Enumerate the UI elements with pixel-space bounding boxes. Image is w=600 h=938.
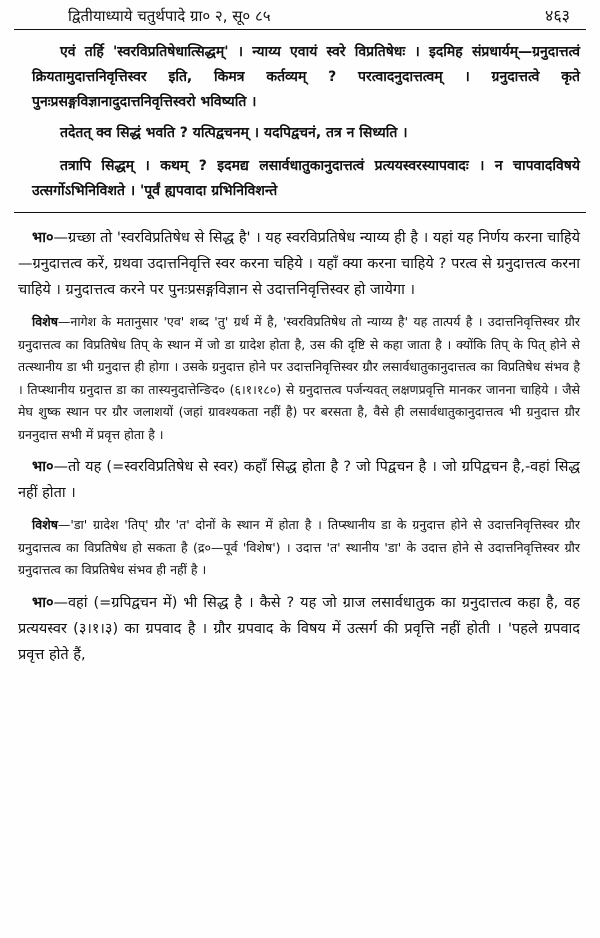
bhashya-label: भा० bbox=[32, 459, 54, 475]
vishesh-text: —'डा' ग्रादेश 'तिप्' ग्रौर 'त' दोनों के स्थान में होता है । तिप्स्थानीय डा के ग्रनुदात्त होने से उदात्तनिवृत्तिस्वर ग्रौर ग्रनुदात्तत्व का विप्रतिषेध हो सकता है (द्र०—पूर्व 'विशेष') । उदात्त 'त' स्थानीय 'डा' के उदात्त होने से उदात्तनिवृत्तिस्वर ग्रौर ग्रनुदात्तत्व का विप्रतिषेध संभव ही नहीं है । bbox=[18, 517, 580, 577]
bhashya-label: भा० bbox=[32, 594, 54, 611]
page-number: ४६३ bbox=[545, 6, 570, 25]
bhashya-text: —तो यह (=स्वरविप्रतिषेध से स्वर) कहाँ सिद्ध होता है ? जो पिद्वचन है । जो ग्रपिद्वचन है,-वहां सिद्ध नहीं होता । bbox=[18, 459, 580, 501]
vishesh-label: विशेष bbox=[32, 314, 58, 329]
bhashya-paragraph-3 bbox=[18, 590, 580, 668]
bhashya-text: —वहां (=ग्रपिद्वचन में) भी सिद्ध है । कैसे ? यह जो ग्राज लसार्वधातुक का ग्रनुदात्तत्व कहा है, वह प्रत्ययस्वर (३।१।३) का ग्रपवाद है । ग्रौर ग्रपवाद के विषय में उत्सर्ग की प्रवृत्ति नहीं होती । 'पहले ग्रपवाद प्रवृत्त होते हैं, bbox=[18, 594, 580, 663]
vishesh-text: —नागेश के मतानुसार 'एव' शब्द 'तु' ग्रर्थ में है, 'स्वरविप्रतिषेध तो न्याय्य है' यह तात्पर्य है । उदात्तनिवृत्तिस्वर ग्रौर ग्रनुदात्तत्व का विप्रतिषेध तिप् के स्थान में जो डा ग्रादेश होता है, उस की दृष्टि से कहा जाता है । क्योंकि तिप् के पित् होने से तत्स्थानीय डा भी ग्रनुदात्त ही होगा । उसके ग्रनुदात्त होने पर उदात्तनिवृत्तिस्वर ग्रौर लसार्वधातुकानुदात्तत्व का विप्रतिषेध संभव है । तिप्स्थानीय ग्रनुदात्त डा का तास्यनुदात्तेन्ङिद० (६।१।१८०) से ग्रनुदात्तत्व पर्जन्यवत् लक्षणप्रवृत्ति मानकर जानना चाहिये । जैसे मेघ शुष्क स्थान पर ग्रौर जलाशयों (जहां ग्रावश्यकता नहीं है) पर बरसता है, वैसे ही लसार्वधातुकानुदात्तत्व भी ग्रनुदात्त ग्रौर ग्रननुदात्त सभी में प्रवृत्त होता है । bbox=[18, 314, 580, 442]
sanskrit-paragraph-3: तत्रापि सिद्धम् । कथम् ? इदमद्य लसार्वधातुकानुदात्तत्वं प्रत्ययस्वरस्यापवादः । न चापवादविषये उत्सर्गोऽभिनिविशते । 'पूर्वं ह्यपवादा ग्रभिनिविशन्ते bbox=[32, 158, 580, 199]
running-title: द्वितीयाध्याये चतुर्थपादे ग्रा० २, सू० ८५ bbox=[68, 7, 271, 25]
vishesh-paragraph-1 bbox=[18, 311, 580, 446]
bhashya-text: —ग्रच्छा तो 'स्वरविप्रतिषेध से सिद्ध है' । यह स्वरविप्रतिषेध न्याय्य ही है । यहां यह निर्णय करना चाहिये—ग्रनुदात्तत्व करें, ग्रथवा उदात्तनिवृत्ति स्वर करना चहिये । यहाँ क्या करना चाहिये ? परत्व से ग्रनुदात्तत्व करना चाहिये । ग्रनुदात्तत्व करने पर पुनःप्रसङ्गविज्ञान से उदात्तनिवृत्तिस्वर हो जायेगा । bbox=[18, 230, 580, 298]
bhashya-label: भा० bbox=[32, 230, 54, 246]
hindi-commentary-block bbox=[14, 213, 586, 668]
sanskrit-paragraph-1: एवं तर्हि 'स्वरविप्रतिषेधात्सिद्धम्' । न्याय्य एवायं स्वरे विप्रतिषेधः । इदमिह संप्रधार्यम्—ग्रनुदात्तत्वं क्रियतामुदात्तनिवृत्तिस्वर इति, किमत्र कर्तव्यम् ? परत्वादनुदात्तत्वम् । ग्रनुदात्तत्वे कृते पुनःप्रसङ्गविज्ञानादुदात्तनिवृत्तिस्वरो भविष्यति । bbox=[32, 44, 580, 110]
sanskrit-paragraph-2: तदेतत् क्व सिद्धं भवति ? यत्पिद्वचनम् । यदपिद्वचनं, तत्र न सिध्यति । bbox=[60, 125, 408, 141]
vishesh-paragraph-2 bbox=[18, 514, 580, 582]
bhashya-paragraph-2 bbox=[18, 454, 580, 506]
bhashya-paragraph-1 bbox=[18, 225, 580, 303]
running-header bbox=[14, 0, 586, 30]
vishesh-label: विशेष bbox=[32, 517, 58, 532]
sanskrit-text-block bbox=[14, 30, 586, 204]
